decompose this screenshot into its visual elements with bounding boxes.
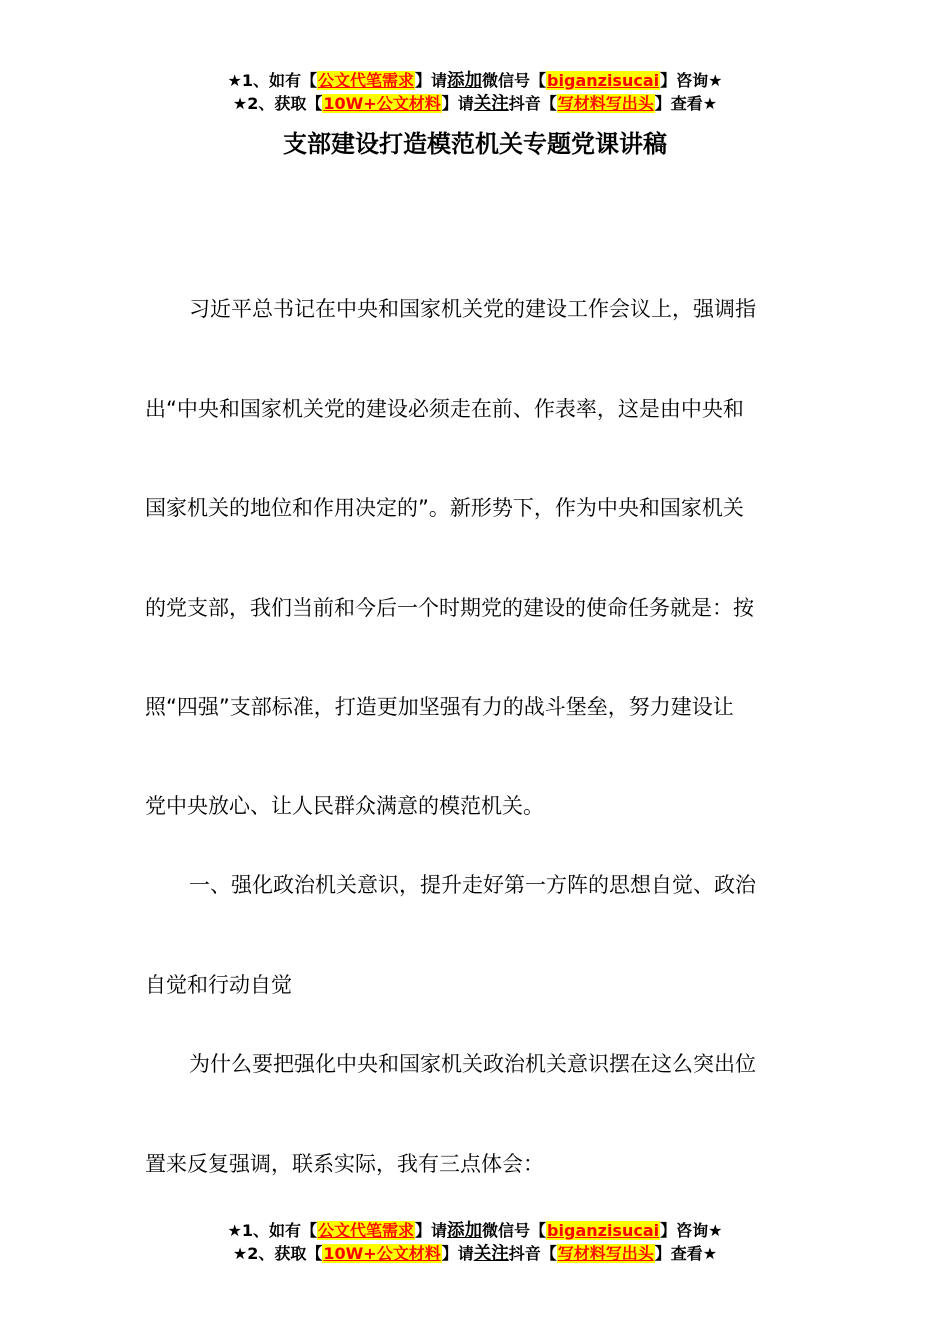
footer-banner (0, 1220, 950, 1266)
banner-line-1 (0, 70, 950, 93)
banner-wechat-id: biganzisucai (547, 1221, 660, 1240)
banner-highlight: 10W+公文材料 (323, 1244, 441, 1263)
banner-emphasis: 添加 (447, 71, 483, 91)
banner-text: ★2、获取【 (232, 94, 323, 113)
paragraph-line: 的党支部，我们当前和今后一个时期党的建设的使命任务就是：按 (145, 596, 754, 620)
banner-line-2 (0, 93, 950, 116)
paragraph-line: 照“四强”支部标准，打造更加坚强有力的战斗堡垒，努力建设让 (145, 695, 734, 719)
banner-emphasis: 关注 (473, 1244, 509, 1264)
paragraph-line: 出“中央和国家机关党的建设必须走在前、作表率，这是由中央和 (145, 397, 744, 421)
banner-highlight: 公文代笔需求 (318, 71, 415, 90)
section-heading-line: 一、强化政治机关意识，提升走好第一方阵的思想自觉、政治 (189, 873, 756, 897)
banner-text: 微信号【 (482, 71, 547, 90)
banner-line-1 (0, 1220, 950, 1243)
paragraph-line: 习近平总书记在中央和国家机关党的建设工作会议上，强调指 (189, 297, 756, 321)
banner-text: 微信号【 (482, 1221, 547, 1240)
paragraph-line: 国家机关的地位和作用决定的”。新形势下，作为中央和国家机关 (145, 496, 744, 520)
banner-text: ★2、获取【 (232, 1244, 323, 1263)
banner-emphasis: 添加 (447, 1221, 483, 1241)
banner-text: 抖音【 (508, 1244, 557, 1263)
paragraph-line: 置来反复强调，联系实际，我有三点体会： (145, 1152, 544, 1176)
banner-text: ★1、如有【 (227, 71, 317, 90)
paragraph-line: 党中央放心、让人民群众满意的模范机关。 (145, 794, 544, 818)
banner-text: 】查看★ (654, 1244, 718, 1263)
banner-text: 】咨询★ (660, 71, 723, 90)
banner-douyin-name: 写材料写出头 (557, 94, 654, 113)
header-banner (0, 70, 950, 116)
document-title: 支部建设打造模范机关专题党课讲稿 (283, 130, 667, 158)
banner-highlight: 10W+公文材料 (323, 94, 441, 113)
banner-text: 】请 (415, 71, 448, 90)
banner-text: 】请 (441, 1244, 474, 1263)
banner-text: 】咨询★ (660, 1221, 723, 1240)
banner-douyin-name: 写材料写出头 (557, 1244, 654, 1263)
banner-wechat-id: biganzisucai (547, 71, 660, 90)
banner-text: 】请 (441, 94, 474, 113)
banner-text: ★1、如有【 (227, 1221, 317, 1240)
banner-text: 】查看★ (654, 94, 718, 113)
paragraph-line: 为什么要把强化中央和国家机关政治机关意识摆在这么突出位 (189, 1052, 756, 1076)
banner-line-2 (0, 1243, 950, 1266)
banner-emphasis: 关注 (473, 94, 509, 114)
banner-text: 】请 (415, 1221, 448, 1240)
banner-highlight: 公文代笔需求 (318, 1221, 415, 1240)
banner-text: 抖音【 (508, 94, 557, 113)
section-heading-line: 自觉和行动自觉 (145, 973, 292, 997)
